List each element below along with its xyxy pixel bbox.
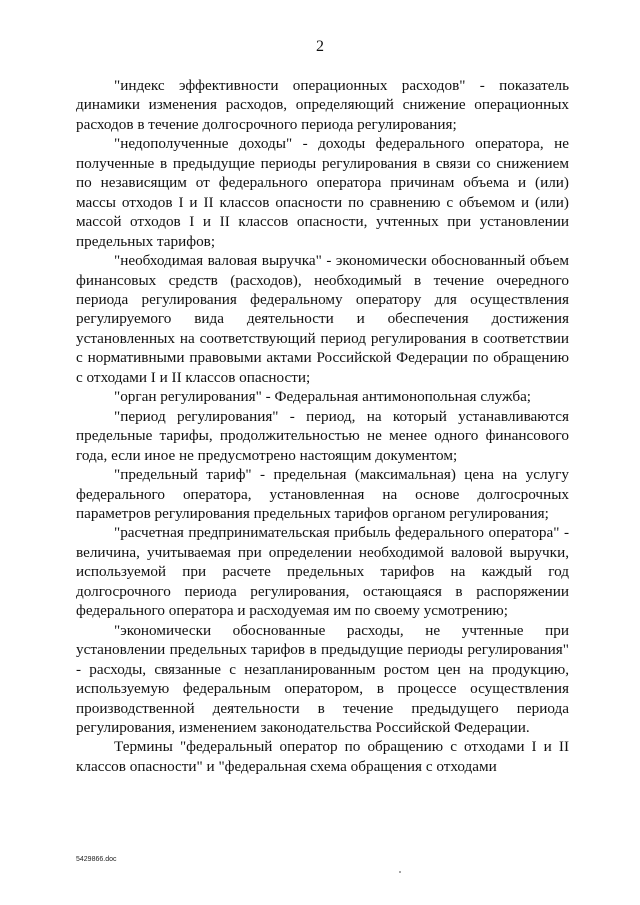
paragraph-definition: "орган регулирования" - Федеральная антимонопольная служба;: [114, 388, 532, 406]
paragraph-definition: "предельный тариф" - предельная (максимальная) цена на услугу федерального оператора, установленная на основе долгосрочных параметров регулирования предельных тарифов органом регулирования;: [76, 466, 569, 522]
scan-artifact-dot: [399, 871, 401, 873]
paragraph-definition: "необходимая валовая выручка" - экономически обоснованный объем финансовых средств (расходов), необходимый в течение очередного периода регулирования федеральному оператору для осуществления регулируемого вида деятельности и обеспечения достижения установленных на соответствующий период регулирования в соответствии с нормативными правовыми актами Российской Федерации по обращению с отходами I и II классов опасности;: [76, 252, 569, 386]
page-number: 2: [316, 38, 324, 55]
paragraph-definition: "экономически обоснованные расходы, не учтенные при установлении предельных тарифов в предыдущие периоды регулирования" - расходы, связанные с незапланированным ростом цен на продукцию, используемую федеральным оператором, в процессе осуществления производственной деятельности в течение предыдущего периода регулирования, изменением законодательства Российской Федерации.: [76, 621, 569, 736]
paragraph-terms: Термины "федеральный оператор по обращению с отходами I и II классов опасности" и "федеральная схема обращения с отходами: [76, 738, 569, 775]
paragraph-definition: "недополученные доходы" - доходы федерального оператора, не полученные в предыдущие периоды регулирования в связи со снижением по независящим от федерального оператора причинам объема и (или) массы отходов I и II классов опасности по сравнению с объемом и (или) массой отходов I и II классов опасности, учтенных при установлении предельных тарифов;: [76, 135, 569, 250]
paragraph-definition: "период регулирования" - период, на который устанавливаются предельные тарифы, продолжительностью не менее одного финансового года, если иное не предусмотрено настоящим документом;: [76, 407, 569, 464]
paragraph-definition: "расчетная предпринимательская прибыль федерального оператора" - величина, учитываемая при определении необходимой валовой выручки, используемой при расчете предельных тарифов на каждый год долгосрочного периода регулирования, остающаяся в распоряжении федерального оператора и расходуемая им по своему усмотрению;: [76, 524, 569, 620]
footer-doc-code: 5429866.doc: [76, 856, 117, 863]
paragraph-definition: "индекс эффективности операционных расходов" - показатель динамики изменения расходов, определяющий снижение операционных расходов в течение долгосрочного периода регулирования;: [76, 77, 569, 133]
document-body: [76, 76, 569, 776]
